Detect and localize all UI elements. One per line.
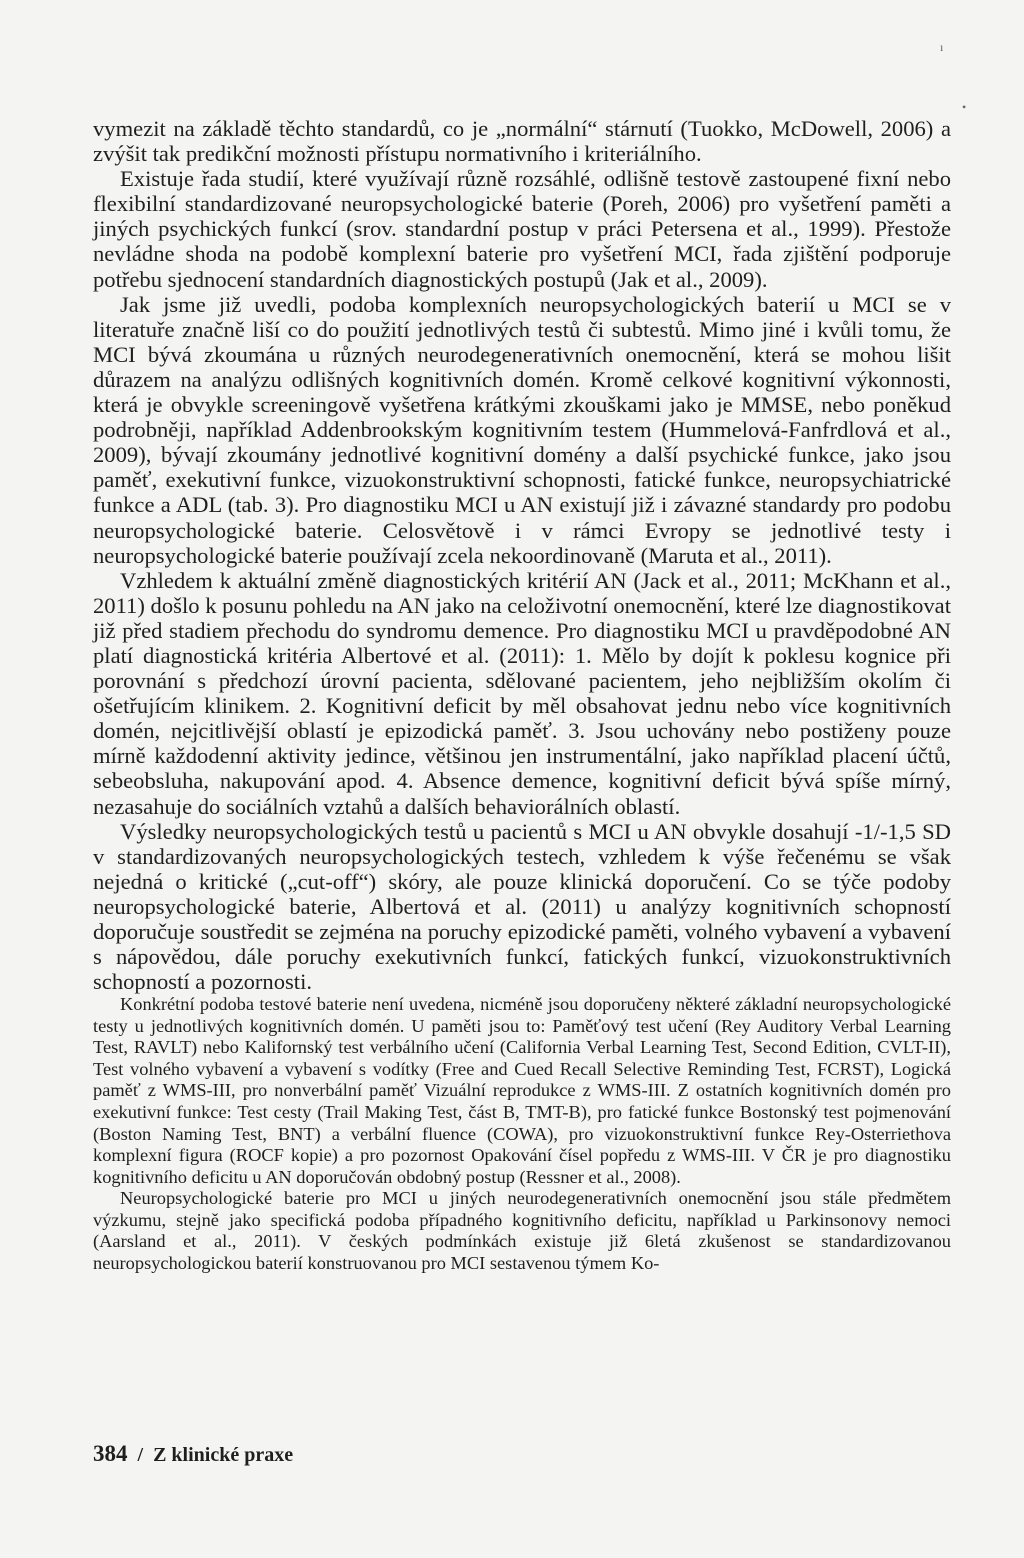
small-paragraph: Konkrétní podoba testové baterie není uvedena, nicméně jsou doporučeny některé základní neuropsychologické testy u jednotlivých kognitivních domén. U paměti jsou to: Paměťový test učení (Rey Auditory Verbal Learning Test, RAVLT) nebo Kalifornský test verbálního učení (California Verbal Learning Test, Second Edition, CVLT-II), Test volného vybavení a vybavení s vodítky (Free and Cued Recall Selective Reminding Test, FCRST), Logická paměť z WMS-III, pro nonverbální paměť Vizuální reprodukce z WMS-III. Z ostatních kognitivních domén pro exekutivní funkce: Test cesty (Trail Making Test, část B, TMT-B), pro fatické funkce Bostonský test pojmenování (Boston Naming Test, BNT) a verbální fluence (COWA), pro vizuokonstruktivní funkce Rey-Osterriethova komplexní figura (ROCF kopie) a pro pozornost Opakování čísel popředu z WMS-III. V ČR je pro diagnostiku kognitivního deficitu u AN doporučován obdobný postup (Ressner et al., 2008). (93, 994, 951, 1187)
page-footer (93, 1441, 293, 1467)
section-title: Z klinické praxe (153, 1444, 294, 1466)
body-paragraph: Výsledky neuropsychologických testů u pacientů s MCI u AN obvykle dosahují -1/-1,5 SD v standardizovaných neuropsychologických testech, vzhledem k výše řečenému se však nejedná o kritické („cut-off“) skóry, ale pouze klinická doporučení. Co se týče podoby neuropsychologické baterie, Albertová et al. (2011) u analýzy kognitivních schopností doporučuje soustředit se zejména na poruchy epizodické paměti, volného vybavení a vybavení s nápovědou, dále poruchy exekutivních funkcí, fatických funkcí, vizuokonstruktivních schopností a pozornosti. (93, 818, 951, 995)
footer-separator: / (137, 1444, 144, 1466)
body-paragraph: Vzhledem k aktuální změně diagnostických kritérií AN (Jack et al., 2011; McKhann et al., 2011) došlo k posunu pohledu na AN jako na celoživotní onemocnění, které lze diagnostikovat již před stadiem přechodu do syndromu demence. Pro diagnostiku MCI u pravděpodobné AN platí diagnostická kritéria Albertové et al. (2011): 1. Mělo by dojít k poklesu kognice při porovnání s předchozí úrovní pacienta, sdělované pacientem, jeho nejbližším okolím či ošetřujícím klinikem. 2. Kognitivní deficit by měl obsahovat jednu nebo více kognitivních domén, nejcitlivější oblastí je epizodická paměť. 3. Jsou uchovány nebo postiženy pouze mírně každodenní aktivity jedince, většinou jen instrumentální, jako například placení účtů, sebeobsluha, nakupování apod. 4. Absence demence, kognitivní deficit bývá spíše mírný, nezasahuje do sociálních vztahů a dalších behaviorálních oblastí. (93, 567, 951, 819)
small-paragraph: Neuropsychologické baterie pro MCI u jiných neurodegenerativních onemocnění jsou stále předmětem výzkumu, stejně jako specifická podoba případného kognitivního deficitu, například u Parkinsonovy nemoci (Aarsland et al., 2011). V českých podmínkách existuje již 6letá zkušenost se standardizovanou neuropsychologickou baterií konstruovanou pro MCI sestavenou týmem Ko- (93, 1188, 951, 1273)
page-number: 384 (93, 1441, 128, 1466)
scan-mark-right: • (962, 100, 967, 114)
body-paragraph: Existuje řada studií, které využívají různě rozsáhlé, odlišně testově zastoupené fixní nebo flexibilní standardizované neuropsychologické baterie (Poreh, 2006) pro vyšetření paměti a jiných psychických funkcí (srov. standardní postup v práci Petersena et al., 1999). Přestože nevládne shoda na podobě komplexní baterie pro vyšetření MCI, řada zjištění podporuje potřebu sjednocení standardních diagnostických postupů (Jak et al., 2009). (93, 166, 951, 292)
body-paragraph: Jak jsme již uvedli, podoba komplexních neuropsychologických baterií u MCI se v literatuře značně liší co do použití jednotlivých testů či subtestů. Mimo jiné i kvůli tomu, že MCI bývá zkoumána u různých neurodegenerativních onemocnění, která se mohou lišit důrazem na analýzu odlišných kognitivních domén. Kromě celkové kognitivní výkonnosti, která je obvykle screeningově vyšetřena krátkými zkouškami jako je MMSE, nebo poněkud podrobněji, například Addenbrookským kognitivním testem (Hummelová-Fanfrdlová et al., 2009), bývají zkoumány jednotlivé kognitivní domény a další psychické funkce, jako jsou paměť, exekutivní funkce, vizuokonstruktivní schopnosti, fatické funkce, neuropsychiatrické funkce a ADL (tab. 3). Pro diagnostiku MCI u AN existují již i závazné standardy pro podobu neuropsychologické baterie. Celosvětově i v rámci Evropy se jednotlivé testy i neuropsychologické baterie používají zcela nekoordinovaně (Maruta et al., 2011). (93, 291, 951, 568)
scan-mark-top: ı (940, 40, 944, 54)
page-body (93, 116, 951, 1274)
body-paragraph: vymezit na základě těchto standardů, co je „normální“ stárnutí (Tuokko, McDowell, 2006) a zvýšit tak predikční možnosti přístupu normativního i kriteriálního. (93, 116, 951, 167)
small-print-block (93, 994, 951, 1274)
